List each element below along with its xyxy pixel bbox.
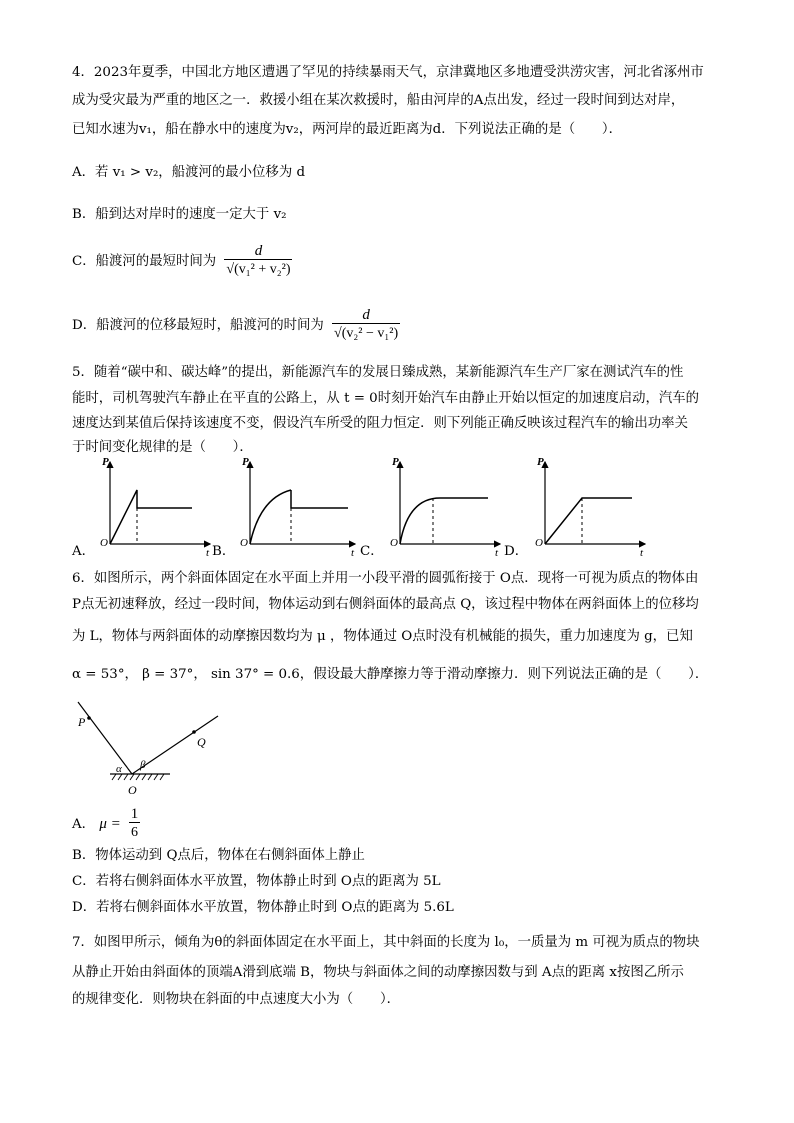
- q6-angle-alpha: α: [116, 763, 122, 775]
- q6-option-a-label: A．: [72, 817, 96, 832]
- q6-option-d[interactable]: D．若将右侧斜面体水平放置，物体静止时到 O点的距离为 5.6L: [72, 900, 454, 915]
- q5-option-label-d[interactable]: D．: [504, 544, 529, 559]
- q4-option-c-numerator: d: [254, 243, 263, 259]
- q6-point-q: Q: [197, 735, 206, 749]
- q7-stem-line2: 从静止开始由斜面体的顶端A滑到底端 B，物块与斜面体之间的动摩擦因数与到 A点的距离 x按图乙所示: [72, 965, 684, 980]
- q4-option-c[interactable]: [72, 242, 292, 282]
- q4-option-a[interactable]: A．若 v₁ > v₂，船渡河的最小位移为 d: [72, 165, 306, 180]
- q4-option-d-fraction: [332, 307, 400, 344]
- q6-incline-figure: [70, 696, 240, 808]
- q5-graph-b[interactable]: [240, 456, 355, 559]
- q5-graph-b-xlabel: t: [351, 547, 355, 559]
- q5-graph-d-xlabel: t: [640, 547, 644, 559]
- q6-option-a-denominator: 6: [129, 822, 140, 843]
- q7-stem-line1: 7．如图甲所示，倾角为θ的斜面体固定在水平面上，其中斜面的长度为 l₀，一质量为 m 可视为质点的物块: [72, 935, 700, 950]
- q5-option-label-b[interactable]: B．: [212, 544, 236, 559]
- q5-graph-a[interactable]: [100, 456, 210, 559]
- q6-angle-beta: β: [140, 759, 146, 771]
- q4-option-d-numerator: d: [362, 307, 370, 323]
- q6-point-o: O: [128, 783, 137, 797]
- q6-stem-line3: 为 L，物体与两斜面体的动摩擦因数均为 μ ，物体通过 O点时没有机械能的损失，重力加速度为 g，已知: [72, 629, 693, 644]
- q5-graph-d-ylabel: P: [537, 456, 544, 468]
- q4-stem-line1: 4．2023年夏季，中国北方地区遭遇了罕见的持续暴雨天气，京津冀地区多地遭受洪涝灾害，河北省涿州市: [72, 65, 704, 80]
- q5-option-label-a[interactable]: A．: [72, 544, 96, 559]
- q5-stem-line2: 能时，司机驾驶汽车静止在平直的公路上，从 t = 0时刻开始汽车由静止开始以恒定的加速度启动，汽车的: [72, 391, 700, 406]
- q5-stem-line1: 5．随着“碳中和、碳达峰”的提出，新能源汽车的发展日臻成熟，某新能源汽车生产厂家在测试汽车的性: [72, 365, 684, 380]
- q4-stem-line3: 已知水速为v₁，船在静水中的速度为v₂，两河岸的最近距离为d．下列说法正确的是（ ）．: [72, 122, 622, 137]
- q7-stem-line3: 的规律变化．则物块在斜面的中点速度大小为（ ）．: [72, 992, 401, 1007]
- q4-option-c-denominator: √(v₁² + v₂²): [224, 259, 292, 280]
- q5-graph-b-origin: O: [240, 537, 248, 549]
- q6-option-a[interactable]: [72, 806, 140, 843]
- q6-point-p: P: [78, 715, 86, 729]
- q5-graph-c-ylabel: P: [392, 456, 399, 468]
- q4-option-b[interactable]: B．船到达对岸时的速度一定大于 v₂: [72, 207, 287, 222]
- q4-option-c-fraction: [224, 243, 292, 280]
- q6-stem-line2: P点无初速释放，经过一段时间，物体运动到右侧斜面体的最高点 Q，该过程中物体在两斜面体上的位移均: [72, 597, 699, 612]
- q5-graph-a-xlabel: t: [206, 547, 210, 559]
- q5-graph-b-ylabel: P: [242, 456, 249, 468]
- q5-graph-a-origin: O: [100, 537, 108, 549]
- q5-graph-a-ylabel: P: [102, 456, 109, 468]
- q5-graph-c-xlabel: t: [495, 547, 499, 559]
- q6-option-a-fraction: [129, 806, 140, 843]
- q4-option-d-denominator: √(v₂² − v₁²): [332, 323, 400, 344]
- q6-stem-line4: α = 53°， β = 37°， sin 37° = 0.6，假设最大静摩擦力等于滑动摩擦力．则下列说法正确的是（ ）．: [72, 667, 709, 682]
- q5-stem-line4: 于时间变化规律的是（ ）．: [72, 440, 253, 455]
- q4-stem-line2: 成为受灾最为严重的地区之一．救援小组在某次救援时，船由河岸的A点出发，经过一段时间到达对岸，: [72, 93, 685, 108]
- q6-option-a-numerator: 1: [130, 806, 139, 822]
- q6-option-a-mu: μ =: [99, 816, 121, 832]
- q4-option-d-text: D．船渡河的位移最短时，船渡河的时间为: [72, 318, 324, 333]
- q5-option-label-c[interactable]: C．: [360, 544, 384, 559]
- q6-stem-line1: 6．如图所示，两个斜面体固定在水平面上并用一小段平滑的圆弧衔接于 O点．现将一可视为质点的物体由: [72, 571, 699, 586]
- q5-graph-d[interactable]: [535, 456, 645, 559]
- q5-graph-c[interactable]: [390, 456, 500, 559]
- q4-option-c-text: C．船渡河的最短时间为: [72, 254, 217, 269]
- q5-stem-line3: 速度达到某值后保持该速度不变，假设汽车所受的阻力恒定．则下列能正确反映该过程汽车的输出功率关: [72, 416, 688, 431]
- q5-graph-d-origin: O: [535, 537, 543, 549]
- q4-option-d[interactable]: [72, 306, 400, 346]
- q6-option-c[interactable]: C．若将右侧斜面体水平放置，物体静止时到 O点的距离为 5L: [72, 874, 441, 889]
- q6-option-b[interactable]: B．物体运动到 Q点后，物体在右侧斜面体上静止: [72, 848, 365, 863]
- q5-graph-c-origin: O: [390, 537, 398, 549]
